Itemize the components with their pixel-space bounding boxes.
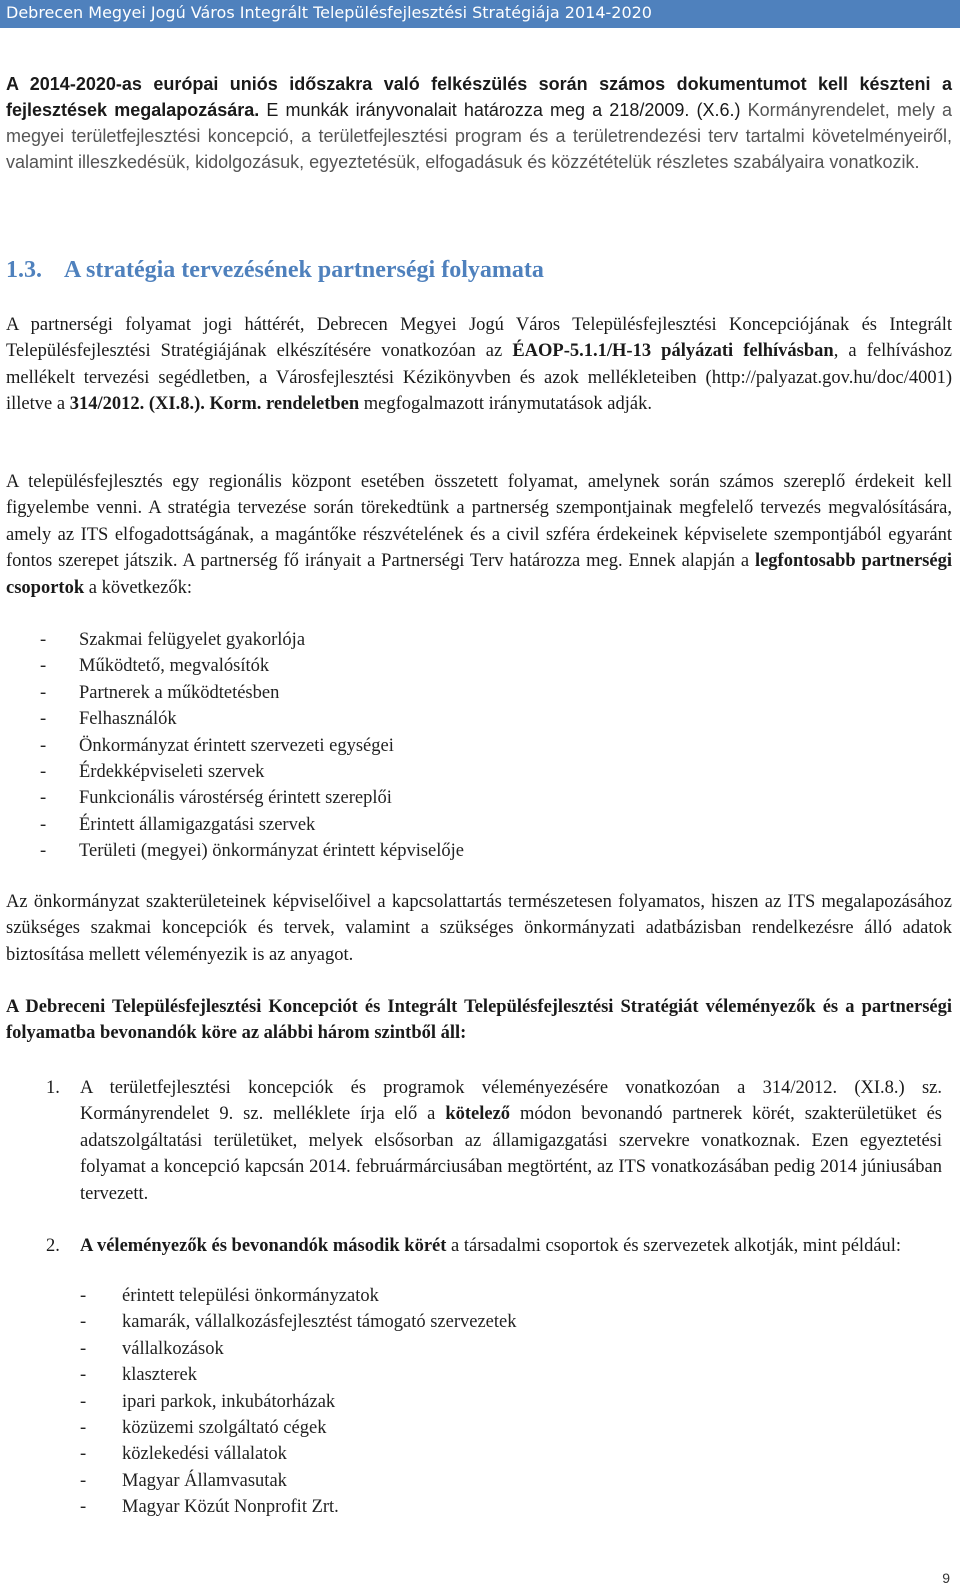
list-dash: - — [40, 656, 47, 677]
list-item-text: Partnerek a működtetésben — [79, 682, 280, 703]
list-dash: - — [80, 1286, 87, 1306]
list-dash: - — [40, 735, 47, 756]
list-item-text: Funkcionális várostérség érintett szereplői — [79, 788, 392, 809]
list-dash: - — [40, 841, 47, 862]
running-header — [0, 0, 960, 28]
para1-text-2: , a felhíváshoz mellékelt tervezési segédletben, a Városfejlesztési Kézikönyvben és azok mellékleteiben (http://palyazat.gov.hu/doc/4001) illetve a — [6, 341, 952, 415]
list-dash: - — [80, 1417, 87, 1438]
list-dash: - — [80, 1365, 87, 1386]
list-item — [40, 812, 640, 838]
page-number: 9 — [942, 1570, 950, 1586]
partnership-paragraph — [6, 469, 952, 601]
list-item — [80, 1468, 680, 1494]
level-2-text — [80, 1233, 942, 1259]
list-dash: - — [80, 1470, 87, 1491]
list-item — [80, 1494, 680, 1520]
level-2-bold: A véleményezők és bevonandók második körét — [80, 1236, 447, 1256]
second-circle-list — [80, 1283, 680, 1521]
list-dash: - — [40, 788, 47, 809]
list-item-text: Működtető, megvalósítók — [79, 656, 270, 677]
section-heading — [6, 257, 544, 284]
list-item — [80, 1415, 680, 1441]
list-item-text: Érintett államigazgatási szervek — [79, 814, 316, 835]
list-dash: - — [80, 1312, 87, 1333]
level-1-bold: kötelező — [445, 1104, 511, 1125]
list-item-text: érintett települési önkormányzatok — [122, 1286, 379, 1306]
para1-bold-2: 314/2012. (XI.8.). Korm. rendeletben — [69, 394, 360, 415]
list-item — [40, 706, 640, 732]
level-2-item — [46, 1233, 946, 1287]
list-item-text: Magyar Államvasutak — [122, 1470, 287, 1491]
intro-rest-text: Kormányrendelet, mely a megyei területfejlesztési koncepció, a területfejlesztési program és a területrendezési terv tartalmi követelményeiről, valamint illeszkedésük, kidolgozásuk, egyeztetésük, elfogadásuk és közzétételük részletes szabályaira vonatkozik. — [6, 100, 952, 172]
level-2-text-1: a társadalmi csoportok és szervezetek alkotják, mint például: — [446, 1236, 902, 1256]
level-1-item — [46, 1075, 946, 1210]
list-dash: - — [40, 761, 47, 782]
level-2-number: 2. — [46, 1236, 60, 1256]
para1-bold-1: ÉAOP-5.1.1/H-13 pályázati felhívásban — [512, 341, 834, 362]
list-item-text: Önkormányzat érintett szervezeti egységei — [79, 735, 394, 756]
list-item — [80, 1441, 680, 1467]
level-1-text-1: A területfejlesztési koncepciók és programok véleményezésére vonatkozóan a 314/2012. (XI.8.) sz. Kormányrendelet 9. sz. melléklete írja elő a — [80, 1078, 942, 1125]
section-number: 1.3. — [6, 257, 42, 283]
list-item — [80, 1309, 680, 1335]
para2-text-2: a következők: — [84, 577, 192, 598]
header-title: Debrecen Megyei Jogú Város Integrált Településfejlesztési Stratégiája 2014-2020 — [6, 3, 652, 22]
list-item — [40, 759, 640, 785]
level-1-number: 1. — [46, 1078, 60, 1098]
list-item — [40, 653, 640, 679]
list-dash: - — [80, 1444, 87, 1465]
list-item — [80, 1283, 680, 1309]
list-item-text: közlekedési vállalatok — [122, 1444, 287, 1465]
list-dash: - — [80, 1338, 87, 1359]
list-dash: - — [40, 630, 47, 650]
list-item — [40, 838, 640, 864]
list-item-text: vállalkozások — [122, 1338, 224, 1359]
municipal-experts-paragraph: Az önkormányzat szakterületeinek képviselőivel a kapcsolattartás természetesen folyamatos, hiszen az ITS megalapozásához szükséges szakmai koncepciók és tervek, valamint a szükséges önkormányzati adatbázisban rendelkezésre álló adatok biztosítása mellett véleményezik is az anyagot. — [6, 892, 952, 965]
intro-mid-text: E munkák irányvonalait határozza meg a 218/2009. (X.6.) — [259, 100, 741, 120]
list-item-text: Magyar Közút Nonprofit Zrt. — [122, 1497, 339, 1518]
list-item-text: ipari parkok, inkubátorházak — [122, 1391, 336, 1412]
list-item — [80, 1336, 680, 1362]
intro-paragraph — [6, 71, 952, 175]
list-item-text: Területi (megyei) önkormányzat érintett képviselője — [79, 841, 465, 862]
legal-background-paragraph — [6, 312, 952, 418]
list-item-text: közüzemi szolgáltató cégek — [122, 1417, 327, 1438]
level-1-text — [80, 1075, 942, 1207]
para1-text-3: megfogalmazott iránymutatások adják. — [359, 394, 652, 415]
list-item-text: kamarák, vállalkozásfejlesztést támogató szervezetek — [122, 1312, 517, 1333]
list-item — [40, 627, 640, 653]
intro-bold-text: A 2014-2020-as európai uniós időszakra való felkészülés során számos dokumentumot kell készteni a fejlesztések megalapozására. — [6, 74, 952, 120]
list-dash: - — [40, 814, 47, 835]
list-item-text: Felhasználók — [79, 709, 177, 730]
para1-text-1: A partnerségi folyamat jogi háttérét, Debrecen Megyei Jogú Város Településfejlesztési Koncepciójának és Integrált Településfejlesztési Stratégiájának elkészítésére vonatkozóan az — [6, 315, 952, 362]
list-item — [40, 785, 640, 811]
section-title: A stratégia tervezésének partnerségi folyamata — [64, 257, 544, 283]
list-dash: - — [80, 1497, 87, 1518]
para2-text-1: A településfejlesztés egy regionális központ esetében összetett folyamat, amelynek során számos szereplő érdekeit kell figyelembe venni. A stratégia tervezése során törekedtünk a partnerség szempontjainak megfelelő tervezés megvalósítására, amely az ITS elfogadottságának, a magántőke részvételének és a civil szféra érdekeinek képviselete szempontjából egyaránt fontos szerepet játszik. A partnerség fő irányait a Partnerségi Terv határozza meg. Ennek alapján a — [6, 472, 952, 572]
list-item-text: Érdekképviseleti szervek — [79, 761, 265, 782]
list-item — [40, 680, 640, 706]
three-levels-intro: A Debreceni Településfejlesztési Koncepciót és Integrált Településfejlesztési Stratégiát véleményezők és a partnerségi folyamatba bevonandók köre az alábbi három szintből áll: — [6, 997, 952, 1044]
list-dash: - — [80, 1391, 87, 1412]
list-dash: - — [40, 709, 47, 730]
partner-groups-list — [40, 627, 640, 865]
level-1-text-2: módon bevonandó partnerek körét, szakterületüket és adatszolgáltatási területüket, melyek elsősorban az államigazgatási szervekre vonatkoznak. Ezen egyeztetési folyamat a koncepció kapcsán 2014. februármárciusában megtörtént, az ITS vonatkozásában pedig 2014 júniusában tervezett. — [80, 1104, 942, 1204]
list-item — [80, 1362, 680, 1388]
para2-bold-1: legfontosabb partnerségi csoportok — [6, 551, 952, 598]
list-item — [80, 1389, 680, 1415]
list-item-text: Szakmai felügyelet gyakorlója — [79, 630, 306, 650]
list-item-text: klaszterek — [122, 1365, 197, 1386]
list-dash: - — [40, 682, 47, 703]
list-item — [40, 733, 640, 759]
